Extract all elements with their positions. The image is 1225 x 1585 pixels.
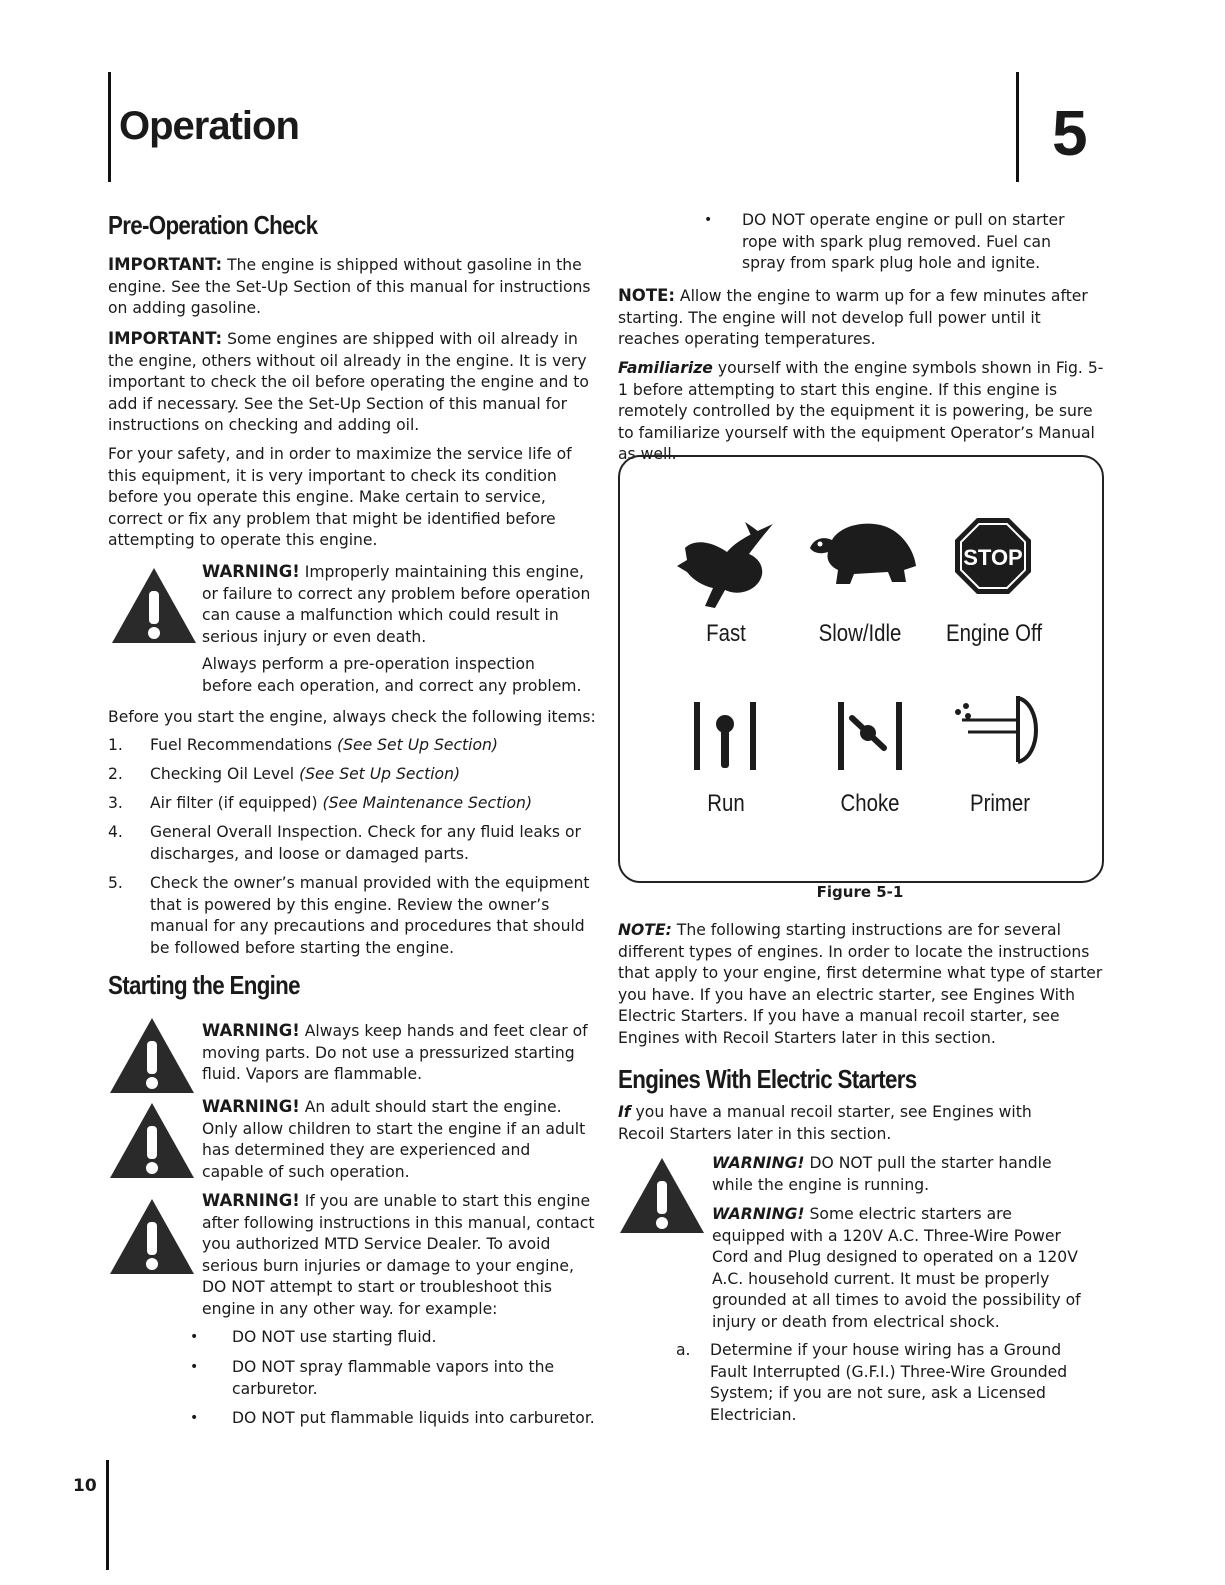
stop-sign-icon — [954, 517, 1032, 595]
if-paragraph: If you have a manual recoil starter, see Engines with Recoil Starters later in this section. — [618, 1103, 1032, 1143]
list-item: Check the owner’s manual provided with the equipment that is powered by this engine. Review the owner’s manual for any precautions and procedures that should be followed before starting the engine. — [150, 874, 590, 957]
bullet-item: DO NOT operate engine or pull on starter rope with spark plug removed. Fuel can spray from spark plug hole and ignite. — [742, 211, 1065, 272]
page-number: 10 — [73, 1476, 97, 1496]
bullet-item: DO NOT use starting fluid. — [232, 1328, 437, 1346]
header-left-rule — [108, 72, 111, 182]
list-number: 2. — [108, 765, 123, 783]
chapter-title: Operation — [119, 104, 299, 148]
turtle-slow-icon — [808, 520, 918, 590]
symbol-label-slow-idle: Slow/Idle — [818, 620, 902, 647]
primer-icon — [946, 690, 1046, 770]
symbol-label-choke: Choke — [840, 790, 900, 817]
checklist-intro: Before you start the engine, always check the following items: — [108, 708, 596, 726]
warning-3: WARNING! An adult should start the engine. Only allow children to start the engine if an adult has determined they are experienced and capable of such operation. — [202, 1097, 586, 1181]
warning-2: WARNING! Always keep hands and feet clear of moving parts. Do not use a pressurized starting fluid. Vapors are flammable. — [202, 1021, 588, 1083]
familiarize-paragraph: Familiarize yourself with the engine symbols shown in Fig. 5-1 before attempting to start this engine. If this engine is remotely controlled by the equipment it is powering, be sure to familiarize yourself with the equipment Operator’s Manual as well. — [618, 359, 1104, 463]
warning-6: WARNING! Some electric starters are equipped with a 120V A.C. Three-Wire Power Cord and Plug designed to operated on a 120V A.C. household current. It must be properly grounded at all times to avoid the possibility of injury or death from electrical shock. — [712, 1205, 1081, 1331]
starting-engine-heading: Starting the Engine — [108, 970, 300, 1000]
rabbit-fast-icon — [675, 520, 780, 615]
bullet-icon: • — [190, 1359, 199, 1375]
bullet-icon: • — [190, 1410, 199, 1426]
stop-sign-text: STOP — [963, 545, 1023, 570]
warning-triangle-icon — [108, 1100, 196, 1180]
warning-triangle-icon — [110, 565, 198, 645]
important-note-2: IMPORTANT: Some engines are shipped with oil already in the engine, others without oil already in the engine. It is very important to check the oil before operating the engine and to add if necessary. See the Set-Up Section of this manual for instructions on checking and adding oil. — [108, 329, 589, 434]
warning-1-follow: Always perform a pre-operation inspection before each operation, and correct any problem. — [202, 655, 582, 695]
warning-5: WARNING! DO NOT pull the starter handle while the engine is running. — [712, 1154, 1052, 1194]
chapter-number: 5 — [1052, 97, 1088, 169]
warning-triangle-icon — [108, 1015, 196, 1095]
safety-paragraph: For your safety, and in order to maximize the service life of this equipment, it is very important to check its condition before you operate this engine. Make certain to service, correct or fix any problem that might be identified before attempting to operate this engine. — [108, 445, 572, 549]
note-1: NOTE: Allow the engine to warm up for a few minutes after starting. The engine will not develop full power until it reaches operating temperatures. — [618, 286, 1088, 348]
run-icon — [690, 700, 760, 772]
important-label: IMPORTANT: — [108, 329, 223, 348]
warning-4: WARNING! If you are unable to start this engine after following instructions in this manual, contact you authorized MTD Service Dealer. To avoid serious burn injuries or damage to your engine, DO NOT attempt to start or troubleshoot this engine in any other way. for example: — [202, 1191, 595, 1318]
list-letter: a. — [676, 1341, 691, 1359]
list-item: Checking Oil Level (See Set Up Section) — [150, 765, 461, 783]
bullet-icon: • — [190, 1329, 199, 1345]
bullet-item: DO NOT put flammable liquids into carburetor. — [232, 1409, 595, 1427]
choke-icon — [834, 700, 906, 772]
list-number: 1. — [108, 736, 123, 754]
warning-triangle-icon — [618, 1155, 706, 1235]
list-item: Determine if your house wiring has a Ground Fault Interrupted (G.F.I.) Three-Wire Grounded System; if you are not sure, ask a Licensed Electrician. — [710, 1341, 1068, 1424]
warning-1: WARNING! Improperly maintaining this engine, or failure to correct any problem before operation can cause a malfunction which could result in serious injury or even death. — [202, 562, 591, 646]
bullet-item: DO NOT spray flammable vapors into the carburetor. — [232, 1358, 555, 1398]
header-right-rule — [1016, 72, 1019, 182]
note-2: NOTE: The following starting instructions are for several different types of engines. In order to locate the instructions that apply to your engine, first determine what type of starter you have. If you have an electric starter, see Engines With Electric Starters. If you have a manual recoil starter, see Engines with Recoil Starters later in this section. — [618, 921, 1103, 1047]
warning-triangle-icon — [108, 1196, 196, 1276]
list-item: General Overall Inspection. Check for any fluid leaks or discharges, and loose or damaged parts. — [150, 823, 581, 863]
list-number: 5. — [108, 874, 123, 892]
list-item: Air filter (if equipped) (See Maintenance Section) — [150, 794, 533, 812]
figure-caption: Figure 5-1 — [816, 883, 904, 901]
symbol-label-fast: Fast — [706, 620, 746, 647]
symbol-label-run: Run — [707, 790, 745, 817]
pre-operation-heading: Pre-Operation Check — [108, 210, 318, 240]
list-number: 4. — [108, 823, 123, 841]
symbol-label-engine-off: Engine Off — [945, 620, 1043, 647]
bullet-icon: • — [704, 212, 713, 228]
list-item: Fuel Recommendations (See Set Up Section) — [150, 736, 498, 754]
footer-rule — [106, 1460, 109, 1570]
symbol-label-primer: Primer — [969, 790, 1031, 817]
electric-starters-heading: Engines With Electric Starters — [618, 1064, 917, 1094]
list-number: 3. — [108, 794, 123, 812]
important-label: IMPORTANT: — [108, 255, 223, 274]
important-note-1: IMPORTANT: The engine is shipped without gasoline in the engine. See the Set-Up Section of this manual for instructions on adding gasoline. — [108, 255, 591, 317]
